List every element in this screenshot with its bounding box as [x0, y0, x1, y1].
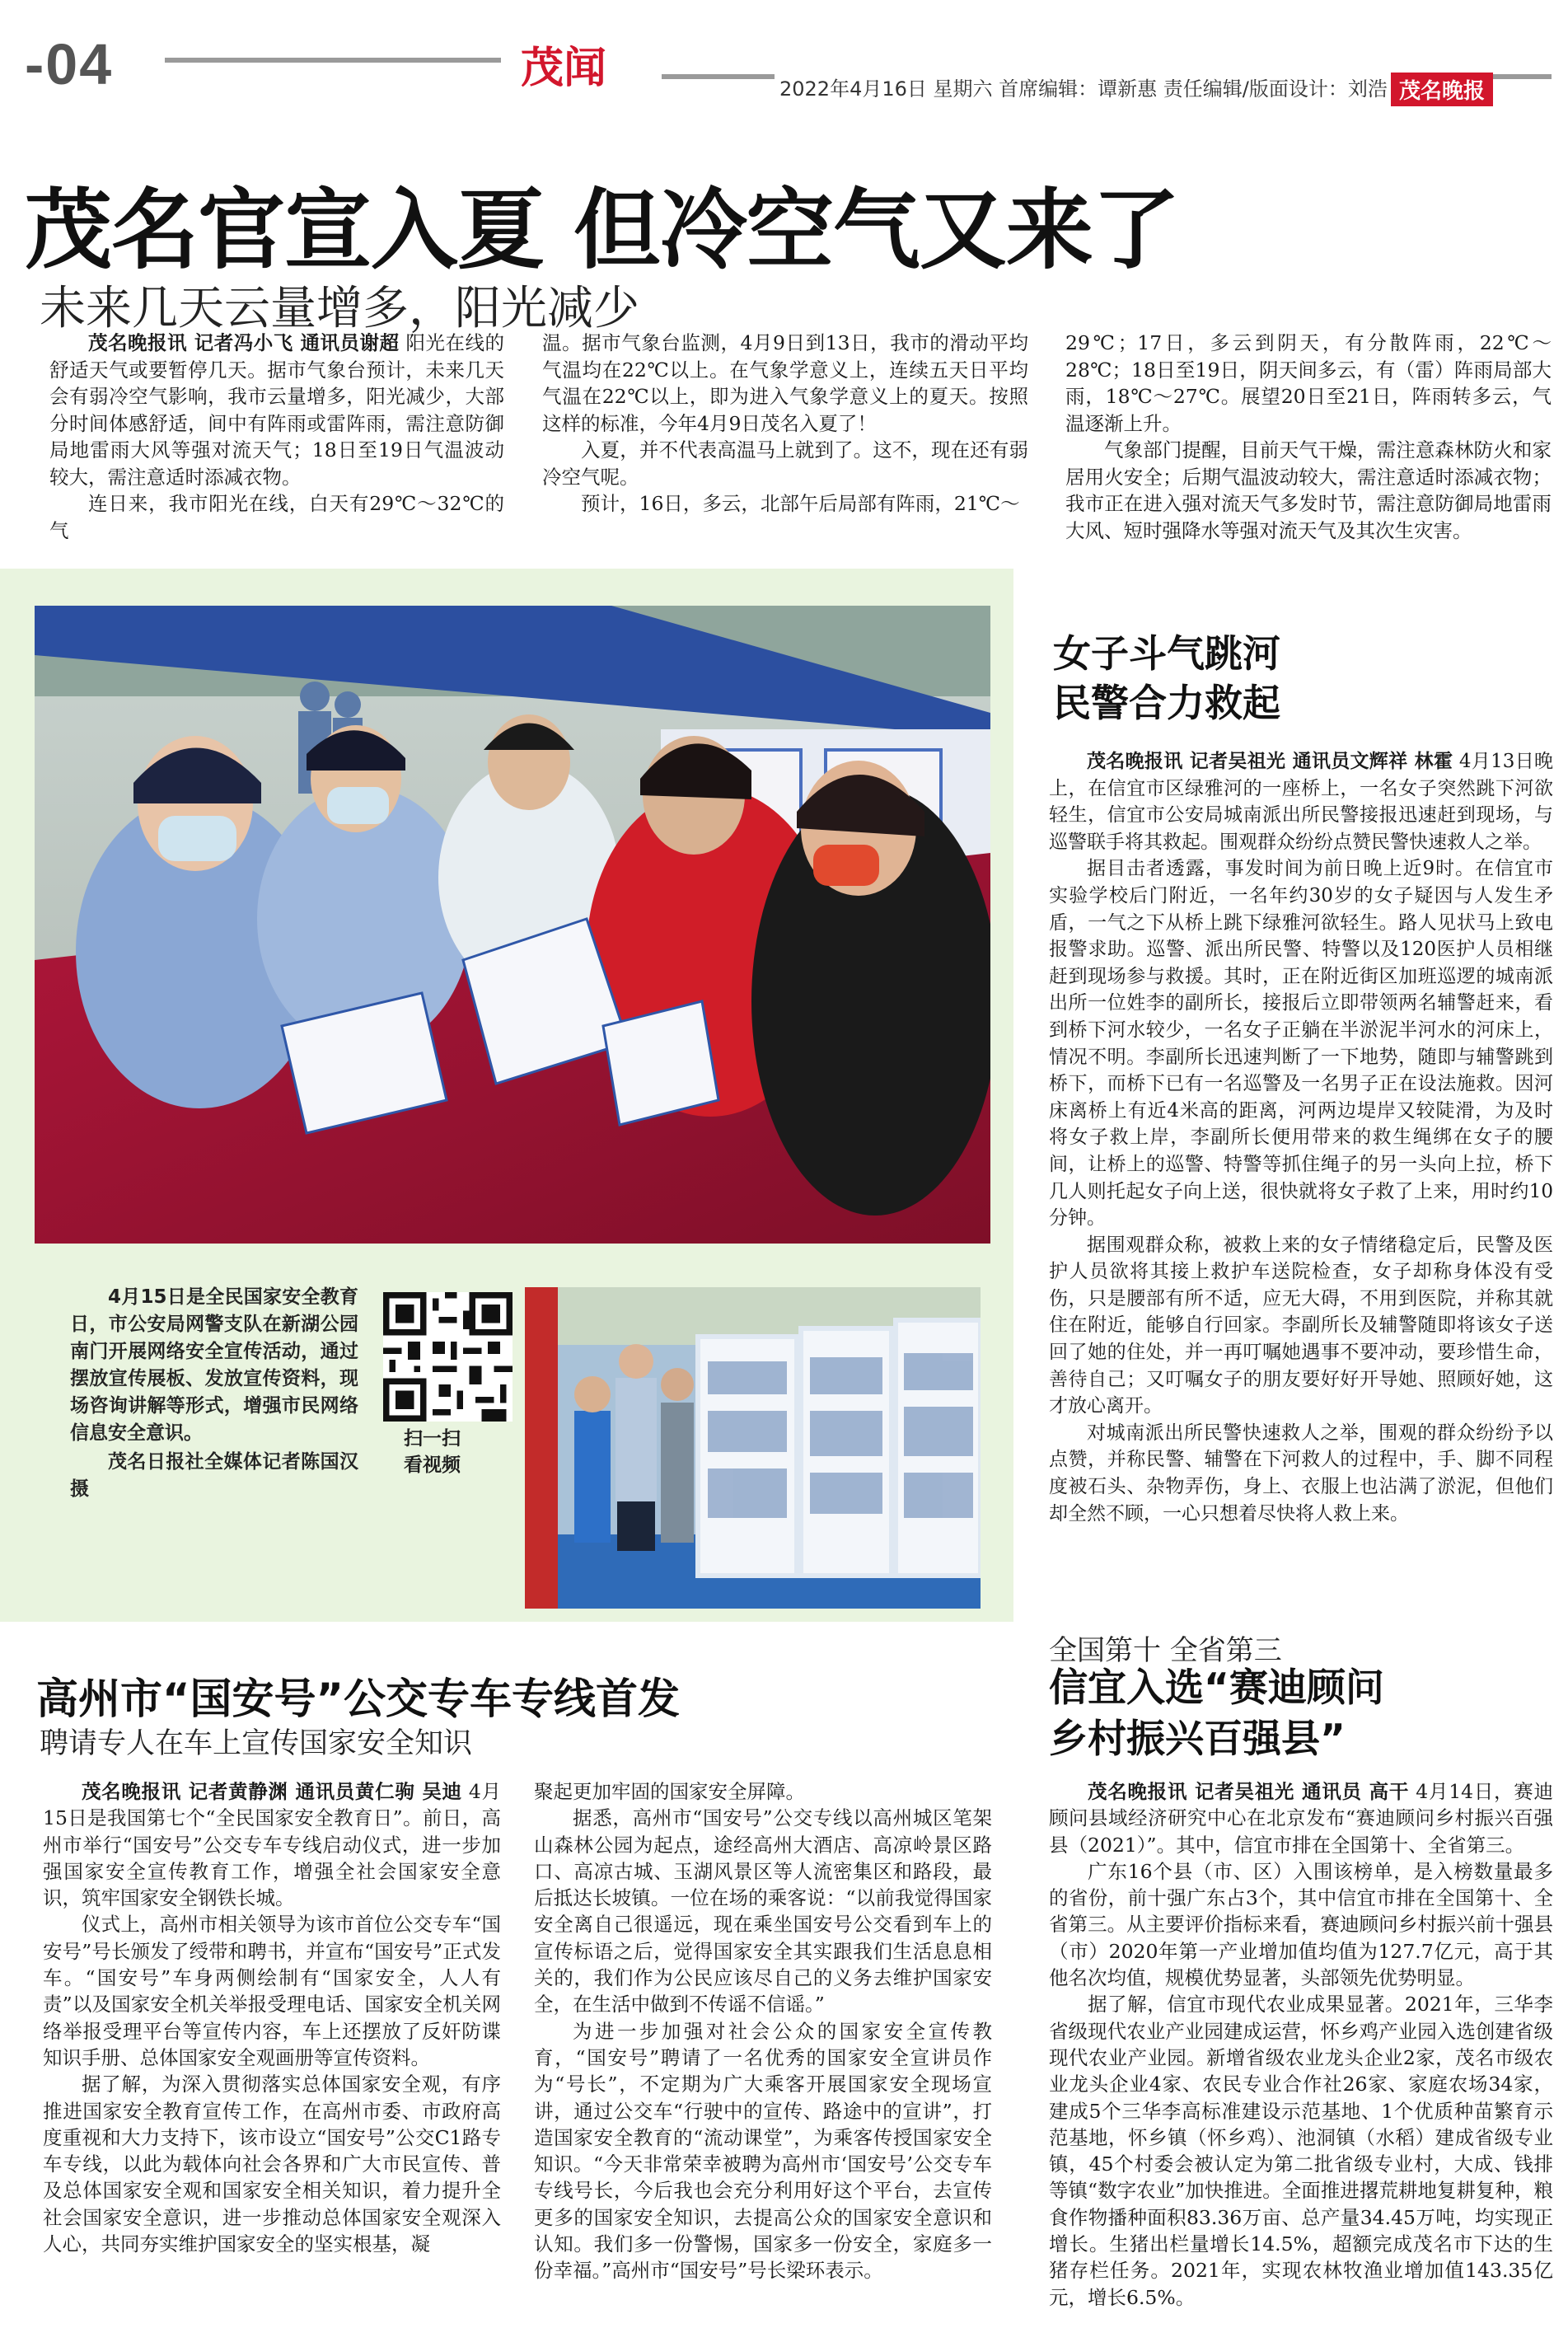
- lead-column-3: [1065, 330, 1552, 544]
- xinyi-headline: 信宜入选“赛迪顾问 乡村振兴百强县”: [1049, 1665, 1384, 1762]
- page-number: -04: [25, 32, 114, 96]
- lead-column-2: [542, 330, 1028, 518]
- qr-label: 扫一扫 看视频: [404, 1428, 461, 1476]
- bus-story-column-2: 聚起更加牢固的国家安全屏障。 据悉，高州市“国安号”公交专线以高州城区笔架山森林公园为起点，途经高州大酒店、高凉岭景区路口、高凉古城、玉湖风景区等人流密集区和路段，最后抵达长坡镇。一位在场的乘客说：“以前我觉得国家安全离自己很遥远，现在乘坐国安号公交看到车上的宣传标语之后，觉得国家安全其实跟我们生活息息相关的，我们作为公民应该尽自己的义务去维护国家安全，在生活中做到不传谣不信谣。” 为进一步加强对社会公众的国家安全宣传教育，“国安号”聘请了一名优秀的国家安全宣讲员作为“号长”，不定期为广大乘客开展国家安全现场宣讲，通过公交车“行驶中的宣传、路途中的宣讲”，打造国家安全教育的“流动课堂”，为乘客传授国家安全知识。“今天非常荣幸被聘为高州市‘国安号’公交专车专线号长，今后我也会充分利用好这个平台，去宣传更多的国家安全知识，去提高公众的国家安全意识和认知。我们多一份警惕，国家多一份安全，家庭多一份幸福。”高州市“国安号”号长梁环表示。: [534, 1780, 992, 2283]
- lead-subheadline: 未来几天云量增多，阳光减少: [40, 282, 639, 335]
- lead-paragraph: 预计，16日，多云，北部午后局部有阵雨，21℃～: [581, 492, 1020, 515]
- issue-info: 2022年4月16日 星期六 首席编辑：谭新惠 责任编辑/版面设计：刘浩: [775, 73, 1392, 101]
- lead-byline: 茂名晚报讯 记者冯小飞 通讯员谢超: [88, 331, 400, 354]
- xinyi-story-body: 茂名晚报讯 记者吴祖光 通讯员 高干 4月14日，赛迪顾问县域经济研究中心在北京发布“赛迪顾问乡村振兴百强县（2021）”。其中，信宜市排在全国第十、全省第三。 广东16个县（市、区）入围该榜单，是入榜数量最多的省份，前十强广东占3个，其中信宜市排在全国第十、全省第三。从主要评价指标来看，赛迪顾问乡村振兴前十强县（市）2020年第一产业增加值均值为127.7亿元，高于其他名次均值，规模优势显著，头部领先优势明显。 据了解，信宜市现代农业成果显著。2021年，三华李省级现代农业产业园建成运营，怀乡鸡产业园入选创建省级现代农业产业园。新增省级农业龙头企业2家，茂名市级农业龙头企业4家、农民专业合作社26家、家庭农场34家，建成5个三华李高标准建设示范基地、1个优质种苗繁育示范基地，怀乡镇（怀乡鸡）、池洞镇（水稻）建成省级专业镇，45个村委会被认定为第二批省级专业村，大成、钱排等镇“数字农业”加快推进。全面推进撂荒耕地复耕复种，粮食作物播种面积83.36万亩、总产量34.45万吨，均实现正增长。生猪出栏量增长14.5%，超额完成茂名市下达的生猪存栏任务。2021年，实现农林牧渔业增加值143.35亿元，增长6.5%。: [1049, 1780, 1553, 2309]
- lead-paragraph: 气象部门提醒，目前天气干燥，需注意森林防火和家居用火安全；后期气温波动较大，需注意适时添减衣物；我市正在进入强对流天气多发时节，需注意防御局地雷雨大风、短时强降水等强对流天气及其次生灾害。: [1065, 438, 1552, 542]
- river-byline: 茂名晚报讯 记者吴祖光 通讯员文辉祥 林霍: [1087, 751, 1453, 772]
- lead-paragraph: 连日来，我市阳光在线，白天有29℃～32℃的气: [49, 492, 504, 542]
- river-story-body: 茂名晚报讯 记者吴祖光 通讯员文辉祥 林霍 4月13日晚上，在信宜市区绿雅河的一座桥上，一名女子突然跳下河欲轻生，信宜市公安局城南派出所民警接报迅速赶到现场，与巡警联手将其救起。围观群众纷纷点赞民警快速救人之举。 据目击者透露，事发时间为前日晚上近9时。在信宜市实验学校后门附近，一名年约30岁的女子疑因与人发生矛盾，一气之下从桥上跳下绿雅河欲轻生。路人见状马上致电报警求助。巡警、派出所民警、特警以及120医护人员相继赶到现场参与救援。其时，正在附近街区加班巡逻的城南派出所一位姓李的副所长，接报后立即带领两名辅警赶来，看到桥下河水较少，一名女子正躺在半淤泥半河水的河床上，情况不明。李副所长迅速判断了一下地势，随即与辅警跳到桥下，而桥下已有一名巡警及一名男子正在设法施救。因河床离桥上有近4米高的距离，河两边堤岸又较陡滑，为及时将女子救上岸，李副所长便用带来的救生绳绑在女子的腰间，让桥上的巡警、特警等抓住绳子的另一头向上拉，桥下几人则托起女子向上送，很快就将女子救了上来，用时约10分钟。 据围观群众称，被救上来的女子情绪稳定后，民警及医护人员欲将其接上救护车送院检查，女子却称身体没有受伤，只是腰部有所不适，应无大碍，不用到医院，并称其就住在附近，能够自行回家。李副所长及辅警随即将该女子送回了她的住处，并一再叮嘱她遇事不要冲动，要珍惜生命，善待自己；又叮嘱女子的朋友要好好开导她、照顾好她，这才放心离开。 对城南派出所民警快速救人之举，围观的群众纷纷予以点赞，并称民警、辅警在下河救人的过程中，手、脚不同程度被石头、杂物弄伤，身上、衣服上也沾满了淤泥，但他们却全然不顾，一心只想着尽快将人救上来。: [1049, 751, 1553, 1525]
- lead-column-1: [49, 330, 504, 544]
- header-rule-left: [165, 58, 501, 63]
- exhibition-photo: [525, 1287, 981, 1609]
- xinyi-kicker: 全国第十 全省第三: [1049, 1634, 1282, 1667]
- photo-credit: 茂名日报社全媒体记者陈国汉摄: [70, 1451, 358, 1500]
- lead-headline: 茂名官宣入夏 但冷空气又来了: [25, 180, 1179, 281]
- lead-paragraph: 阳光在线的舒适天气或要暂停几天。据市气象台预计，未来几天会有弱冷空气影响，我市云量增多，阳光减少，大部分时间体感舒适，间中有阵雨或雷阵雨，需注意防御局地雷雨大风等强对流天气；18日至19日气温波动较大，需注意适时添减衣物。: [49, 331, 504, 489]
- lead-paragraph: 温。据市气象台监测，4月9日到13日，我市的滑动平均气温均在22℃以上。在气象学意义上，连续五天日平均气温在22℃以上，即为进入气象学意义上的夏天。按照这样的标准，今年4月9日茂名入夏了！: [542, 331, 1028, 435]
- xinyi-byline: 茂名晚报讯 记者吴祖光 通讯员 高干: [1088, 1780, 1410, 1803]
- bus-story-headline: 高州市“国安号”公交专车专线首发: [36, 1675, 681, 1724]
- section-title: 茂闻: [521, 44, 607, 93]
- river-story-headline: 女子斗气跳河 民警合力救起: [1053, 631, 1280, 725]
- qr-code-icon[interactable]: [383, 1292, 513, 1422]
- lead-paragraph: 29℃；17日，多云到阴天，有分散阵雨，22℃～28℃；18日至19日，阴天间多云，有（雷）阵雨局部大雨，18℃～27℃。展望20日至21日，阵雨转多云，气温逐渐上升。: [1065, 331, 1552, 435]
- bus-story-column-1: 茂名晚报讯 记者黄静渊 通讯员黄仁驹 吴迪 4月15日是我国第七个“全民国家安全教育日”。前日，高州市举行“国安号”公交专车专线启动仪式，进一步加强国家安全宣传教育工作，增强全社会国家安全意识，筑牢国家安全钢铁长城。 仪式上，高州市相关领导为该市首位公交专车“国安号”号长颁发了绶带和聘书，并宣布“国安号”正式发车。“国安号”车身两侧绘制有“国家安全，人人有责”以及国家安全机关举报受理电话、国家安全机关网络举报受理平台等宣传内容，车上还摆放了反奸防谍知识手册、总体国家安全观画册等宣传资料。 据了解，为深入贯彻落实总体国家安全观，有序推进国家安全教育宣传工作，在高州市委、市政府高度重视和大力支持下，该市设立“国安号”公交C1路专车专线，以此为载体向社会各界和广大市民宣传、普及总体国家安全观和国家安全相关知识，着力提升全社会国家安全意识，进一步推动总体国家安全观深入人心，共同夯实维护国家安全的坚实根基，凝: [43, 1780, 502, 2256]
- newspaper-logo: 茂名晚报: [1391, 73, 1493, 106]
- bus-story-subheadline: 聘请专人在车上宣传国家安全知识: [40, 1727, 473, 1760]
- photo-caption: 4月15日是全民国家安全教育日，市公安局网警支队在新湖公园南门开展网络安全宣传活动，通过摆放宣传展板、发放宣传资料，现场咨询讲解等形式，增强市民网络信息安全意识。 茂名日报社全媒体记者陈国汉摄: [70, 1284, 358, 1503]
- police-cyber-security-photo: [35, 606, 990, 1244]
- bus-byline: 茂名晚报讯 记者黄静渊 通讯员黄仁驹 吴迪: [82, 1780, 462, 1803]
- lead-paragraph: 入夏，并不代表高温马上就到了。这不，现在还有弱冷空气呢。: [542, 438, 1028, 489]
